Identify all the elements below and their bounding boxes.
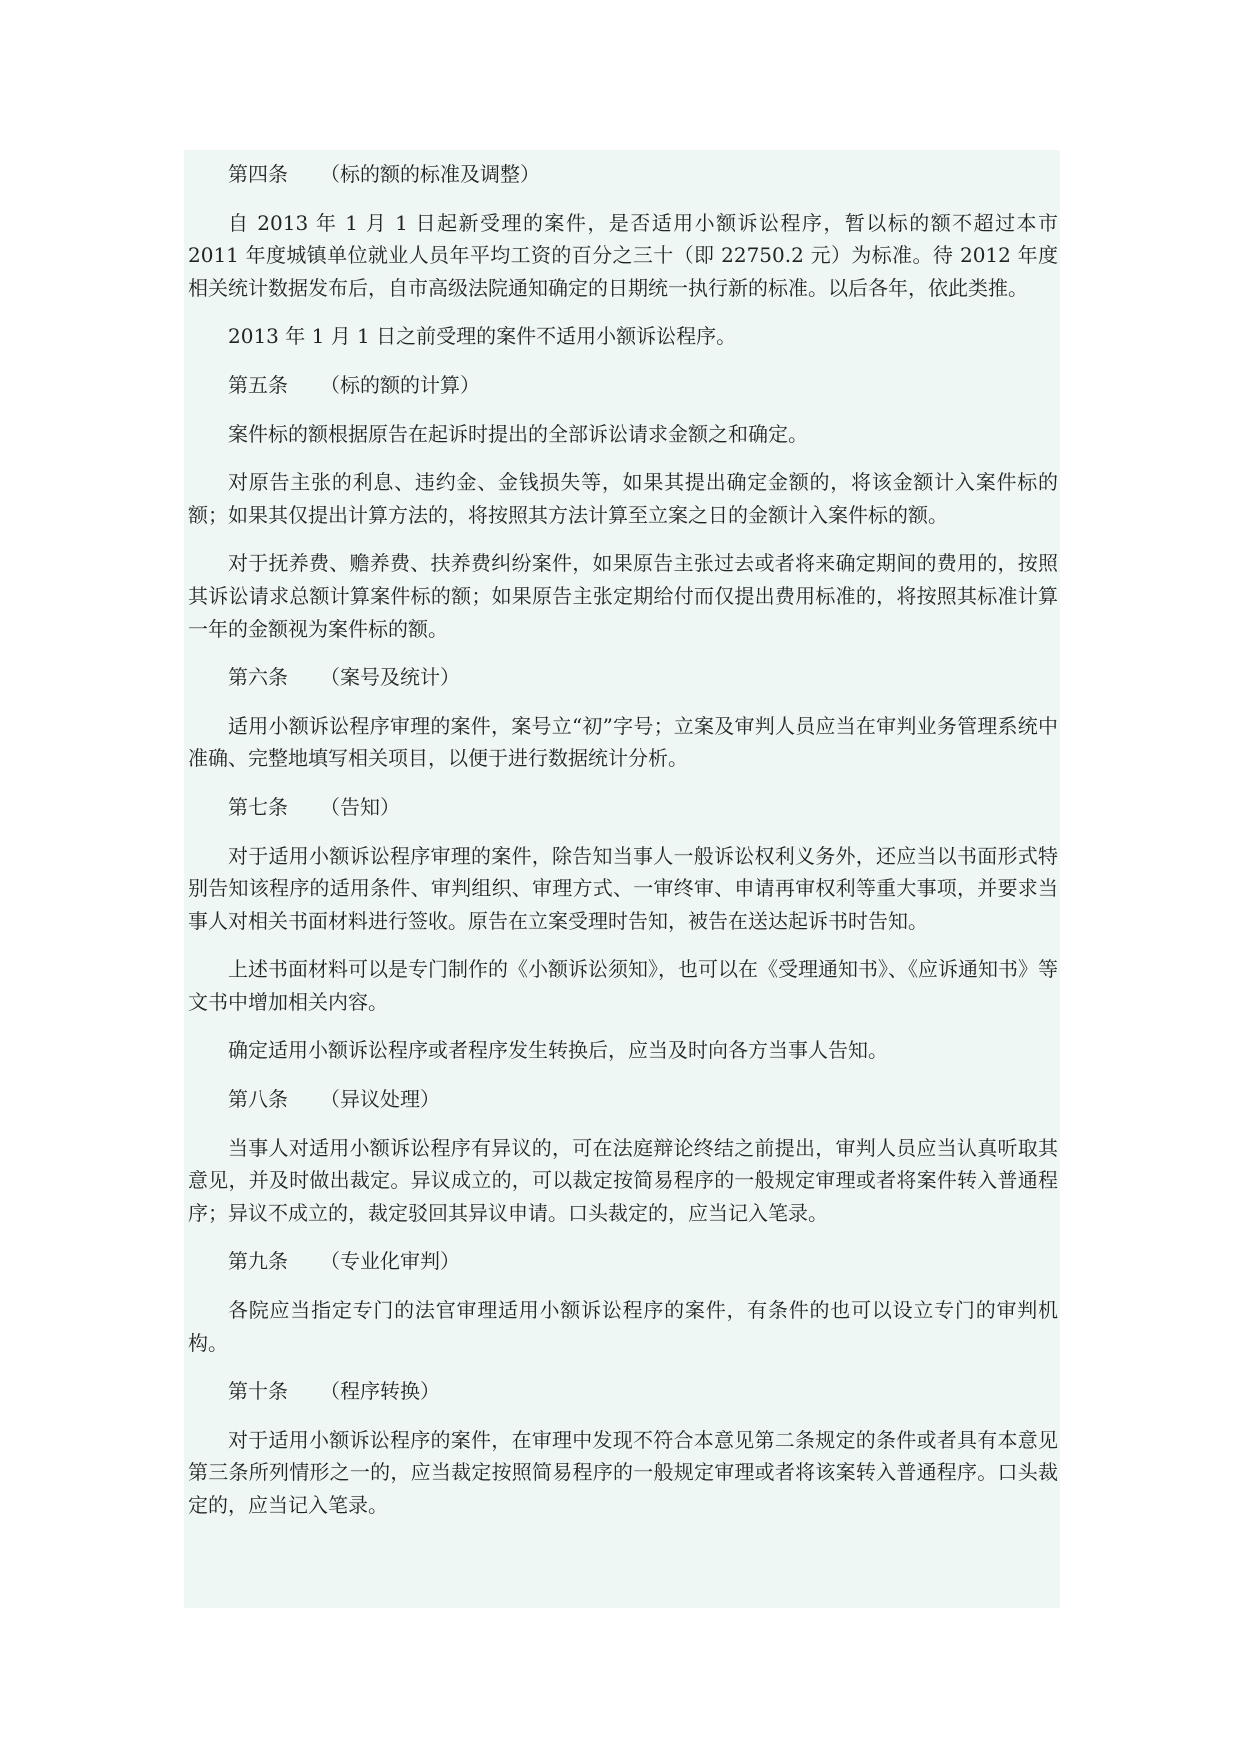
paragraph: 自 2013 年 1 月 1 日起新受理的案件，是否适用小额诉讼程序，暂以标的额不超过本市 2011 年度城镇单位就业人员年平均工资的百分之三十（即 22750.2 元）为标准。待 2012 年度相关统计数据发布后，自市高级法院通知确定的日期统一执行新的标准。以后各年，依此类推。 [188,210,1058,300]
article-7-heading [188,791,1058,824]
article-8-subtitle: （异议处理） [320,1087,440,1112]
article-6-heading [188,661,1058,694]
article-7-subtitle: （告知） [320,794,400,819]
article-6-subtitle: （案号及统计） [320,665,460,690]
article-9-number: 第九条 [228,1249,288,1274]
paragraph: 2013 年 1 月 1 日之前受理的案件不适用小额诉讼程序。 [228,324,737,349]
article-9-heading [188,1245,1058,1278]
article-10-number: 第十条 [228,1379,288,1404]
paragraph: 各院应当指定专门的法官审理适用小额诉讼程序的案件，有条件的也可以设立专门的审判机构。 [188,1298,1058,1355]
article-6-number: 第六条 [228,665,288,690]
paragraph: 对于抚养费、赡养费、扶养费纠纷案件，如果原告主张过去或者将来确定期间的费用的，按照其诉讼请求总额计算案件标的额；如果原告主张定期给付而仅提出费用标准的，将按照其标准计算一年的金额视为案件标的额。 [188,551,1058,641]
paragraph: 对原告主张的利息、违约金、金钱损失等，如果其提出确定金额的，将该金额计入案件标的额；如果其仅提出计算方法的，将按照其方法计算至立案之日的金额计入案件标的额。 [188,470,1058,527]
article-10-subtitle: （程序转换） [320,1379,440,1404]
article-8-heading [188,1083,1058,1116]
article-4-subtitle: （标的额的标准及调整） [320,162,540,186]
paragraph: 确定适用小额诉讼程序或者程序发生转换后，应当及时向各方当事人告知。 [228,1038,888,1063]
article-7-number: 第七条 [228,794,288,819]
paragraph: 对于适用小额诉讼程序的案件，在审理中发现不符合本意见第二条规定的条件或者具有本意见第三条所列情形之一的，应当裁定按照简易程序的一般规定审理或者将该案转入普通程序。口头裁定的，应当记入笔录。 [188,1427,1058,1517]
document-panel [184,150,1060,1608]
article-5-number: 第五条 [228,372,288,397]
article-4-number: 第四条 [228,162,288,186]
paragraph: 上述书面材料可以是专门制作的《小额诉讼须知》，也可以在《受理通知书》、《应诉通知书》等文书中增加相关内容。 [188,957,1058,1014]
article-5-subtitle: （标的额的计算） [320,372,480,397]
article-9-subtitle: （专业化审判） [320,1249,460,1274]
article-5-heading [188,369,1058,402]
paragraph: 案件标的额根据原告在起诉时提出的全部诉讼请求金额之和确定。 [228,421,808,446]
paragraph: 适用小额诉讼程序审理的案件，案号立“初”字号；立案及审判人员应当在审判业务管理系统中准确、完整地填写相关项目，以便于进行数据统计分析。 [188,713,1058,771]
article-8-number: 第八条 [228,1087,288,1112]
article-4-heading [188,158,1058,191]
paragraph: 对于适用小额诉讼程序审理的案件，除告知当事人一般诉讼权利义务外，还应当以书面形式特别告知该程序的适用条件、审判组织、审理方式、一审终审、申请再审权利等重大事项，并要求当事人对相关书面材料进行签收。原告在立案受理时告知，被告在送达起诉书时告知。 [188,843,1058,933]
paragraph: 当事人对适用小额诉讼程序有异议的，可在法庭辩论终结之前提出，审判人员应当认真听取其意见，并及时做出裁定。异议成立的，可以裁定按简易程序的一般规定审理或者将案件转入普通程序；异议不成立的，裁定驳回其异议申请。口头裁定的，应当记入笔录。 [188,1135,1058,1225]
article-10-heading [188,1375,1058,1408]
